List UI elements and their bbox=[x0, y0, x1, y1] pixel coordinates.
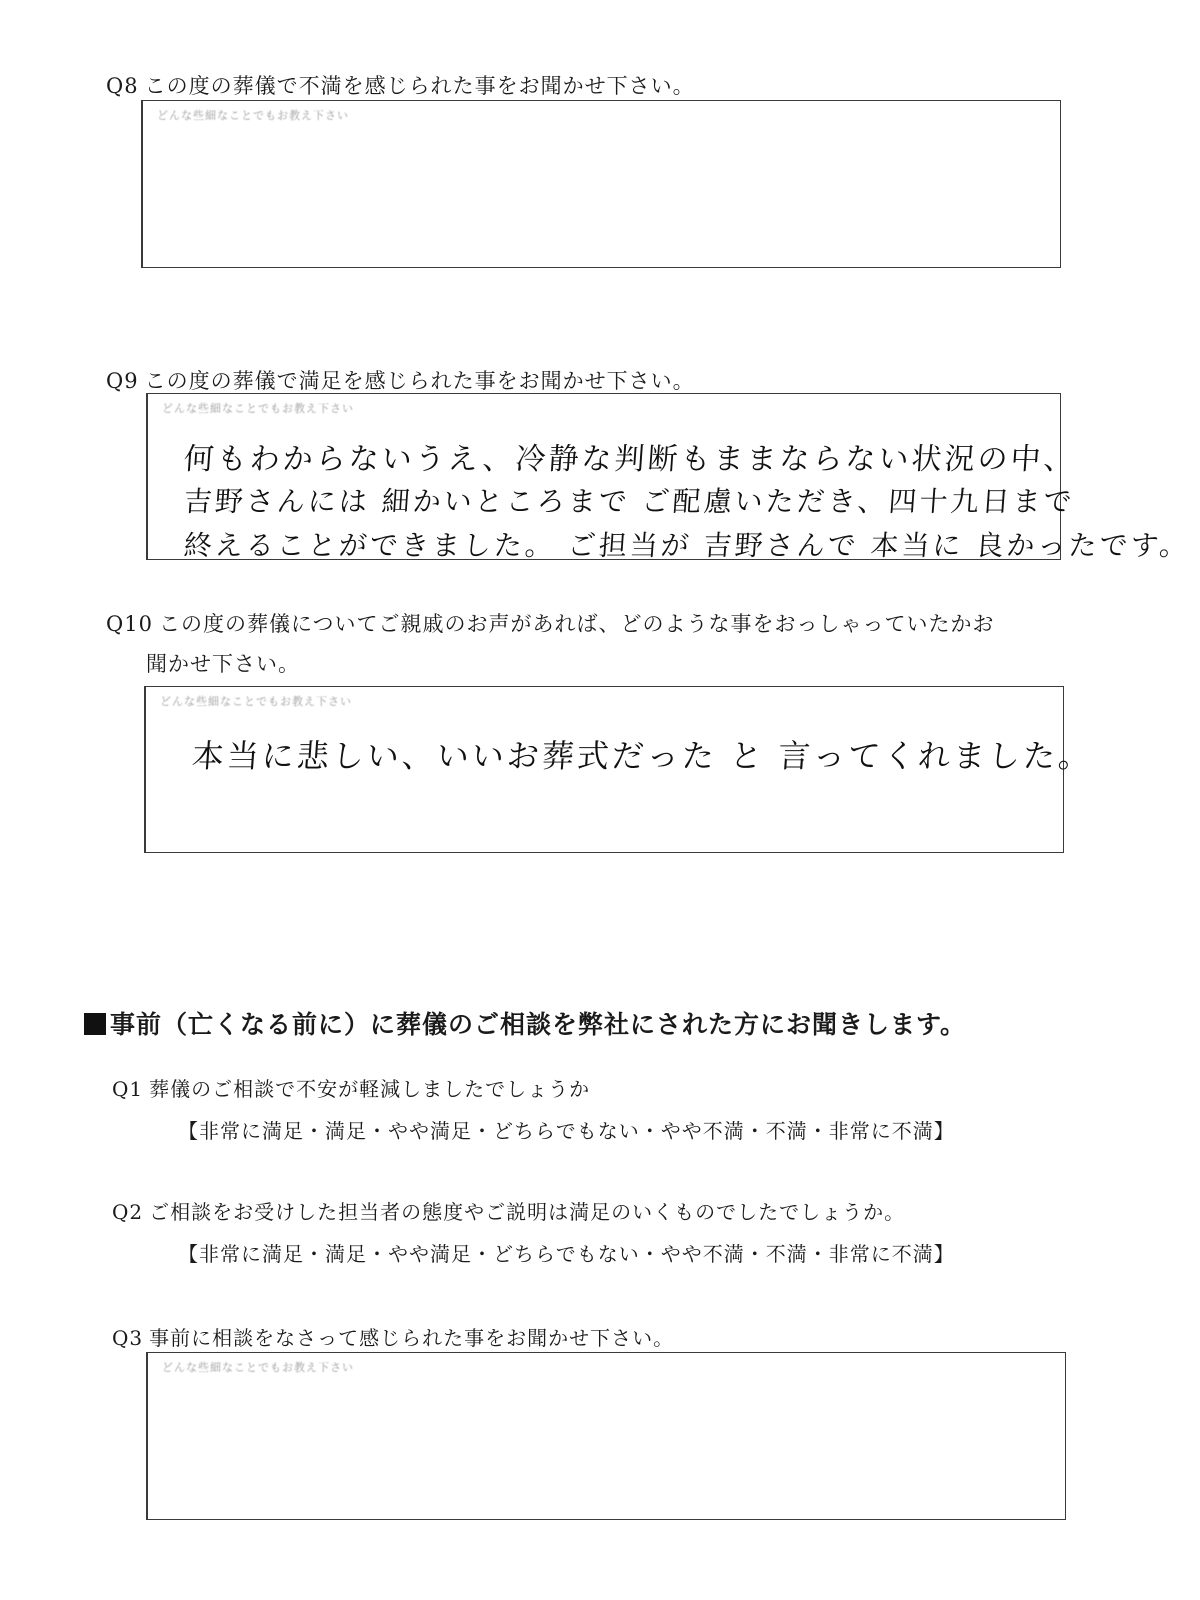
q8-answer-box[interactable] bbox=[141, 100, 1061, 268]
s-q2-options[interactable]: 【非常に満足・満足・やや満足・どちらでもない・やや不満・不満・非常に不満】 bbox=[178, 1242, 955, 1266]
q10-question-line-1 bbox=[106, 608, 995, 638]
q8-text: この度の葬儀で不満を感じられた事をお聞かせ下さい。 bbox=[144, 74, 695, 98]
q10-answer-line-1: 本当に悲しい、いいお葬式だった と 言ってくれました。 bbox=[190, 737, 1095, 775]
s-q3-question bbox=[112, 1322, 674, 1351]
section-square-icon bbox=[84, 1013, 106, 1035]
q9-answer-line-2: 吉野さんには 細かいところまで ご配慮いただき、四十九日まで bbox=[182, 485, 1076, 518]
q10-question-line-2: 聞かせ下さい。 bbox=[146, 652, 300, 676]
q10-answer-box[interactable] bbox=[144, 686, 1095, 853]
q9-answer-line-3: 終えることができました。 ご担当が 吉野さんで 本当に 良かったです。 bbox=[182, 529, 1192, 562]
q9-question bbox=[106, 365, 695, 395]
q10-hint: どんな些細なことでもお教え下さい bbox=[160, 695, 352, 708]
s-q3-text: 事前に相談をなさって感じられた事をお聞かせ下さい。 bbox=[149, 1326, 675, 1350]
q10-number: Q10 bbox=[106, 612, 153, 636]
q8-hint: どんな些細なことでもお教え下さい bbox=[157, 109, 349, 122]
section-title-text: 事前（亡くなる前に）に葬儀のご相談を弊社にされた方にお聞きします。 bbox=[110, 1010, 967, 1039]
s-q1-number: Q1 bbox=[112, 1077, 144, 1101]
s-q3-number: Q3 bbox=[112, 1326, 144, 1350]
s-q2-question bbox=[112, 1196, 905, 1225]
q9-number: Q9 bbox=[106, 369, 139, 393]
s-q3-hint: どんな些細なことでもお教え下さい bbox=[162, 1361, 354, 1374]
s-q1-text: 葬儀のご相談で不安が軽減しましたでしょうか bbox=[149, 1077, 591, 1101]
s-q3-answer-box[interactable] bbox=[146, 1352, 1066, 1520]
q9-hint: どんな些細なことでもお教え下さい bbox=[162, 402, 354, 415]
q10-text-line-1: この度の葬儀についてご親戚のお声があれば、どのような事をおっしゃっていたかお bbox=[158, 612, 995, 636]
s-q1-question bbox=[112, 1073, 590, 1102]
s-q2-text: ご相談をお受けした担当者の態度やご説明は満足のいくものでしたでしょうか。 bbox=[149, 1200, 906, 1224]
s-q1-options[interactable]: 【非常に満足・満足・やや満足・どちらでもない・やや不満・不満・非常に不満】 bbox=[178, 1119, 955, 1143]
s-q2-number: Q2 bbox=[112, 1200, 144, 1224]
q8-question bbox=[106, 70, 695, 100]
q9-text: この度の葬儀で満足を感じられた事をお聞かせ下さい。 bbox=[144, 369, 695, 393]
q9-answer-box[interactable] bbox=[146, 393, 1192, 562]
section-title bbox=[84, 1005, 966, 1041]
q8-number: Q8 bbox=[106, 74, 139, 98]
q9-answer-line-1: 何もわからないうえ、冷静な判断もままならない状況の中、 bbox=[182, 442, 1078, 477]
